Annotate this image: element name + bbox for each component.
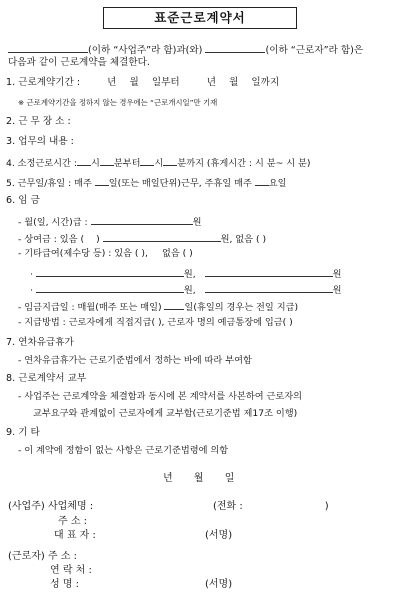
other-unit-1b: 원 [332, 269, 342, 280]
bonus-paren-close: ) [96, 234, 100, 245]
employer-company-row [8, 501, 93, 513]
employer-phone [213, 501, 329, 513]
employer-name-blank [8, 42, 88, 53]
item-workdays [6, 175, 287, 190]
hours-label: 4. 소정근로시간 : [6, 158, 77, 169]
other-allowance-none: 없음 ( ) [161, 248, 193, 259]
employee-contact: 연 락 처 : [50, 565, 92, 576]
date-day: 일 [224, 473, 235, 484]
intro-employee-text: (이하 “근로자”라 함)은 [265, 45, 364, 56]
employer-seal: (서명) [205, 530, 233, 541]
wage-pay-method: - 지급방법 : 근로자에게 직접지급( ), 근로자 명의 예금통장에 입금( ) [18, 317, 293, 328]
start-hour-blank [77, 155, 91, 166]
weekly-holiday-blank [255, 175, 269, 186]
employee-address-label: 주 소 : [47, 551, 78, 562]
employer-company-label: 사업체명 : [47, 501, 94, 512]
start-minute-blank [100, 155, 114, 166]
other-allowance-blank-2a [36, 282, 184, 293]
item-etc: 9. 기 타 [6, 427, 40, 438]
bonus-none: 없음 ( ) [235, 234, 267, 245]
workdays-mid-text: 일(또는 매일단위)근무, 주휴일 매주 [108, 178, 252, 189]
employee-seal: (서명) [205, 579, 233, 590]
other-allowance-row-1: · 원, 원 [30, 266, 341, 281]
end-minute-and-break: 분까지 (휴게시간 : 시 분~ 시 분) [177, 158, 311, 169]
item-working-hours [6, 155, 311, 170]
employer-address: 주 소 : [58, 516, 88, 527]
wage-bonus [18, 231, 266, 246]
etc-desc: - 이 계약에 정함이 없는 사항은 근로기준법령에 의함 [18, 445, 229, 456]
other-allowance-label: - 기타급여(제수당 등) : 있음 ( ), [18, 248, 148, 259]
period-day-start: 일부터 [151, 77, 180, 88]
item-contract-period [6, 77, 279, 89]
employee-role-label: (근로자) [8, 551, 45, 562]
item-annual-leave: 7. 연차유급휴가 [6, 337, 74, 348]
signing-date [163, 473, 234, 485]
wage-monthly [18, 214, 201, 229]
payday-blank [164, 299, 184, 310]
end-minute-blank [163, 155, 177, 166]
other-unit-1a: 원, [183, 269, 196, 280]
period-note: ※ 근로계약기간을 정하지 않는 경우에는 “근로개시일”만 기재 [18, 98, 218, 107]
other-unit-2b: 원 [332, 285, 342, 296]
monthly-wage-unit: 원 [192, 217, 202, 228]
period-month-start: 월 [129, 77, 139, 88]
monthly-wage-label: - 월(일, 시간)급 : [18, 217, 88, 228]
bonus-amount-blank [103, 231, 221, 242]
wage-other [18, 248, 193, 260]
period-label: 1. 근로계약기간 : [6, 77, 81, 88]
employer-representative: 대 표 자 : [54, 530, 96, 541]
date-year: 년 [163, 473, 173, 484]
wage-payday [18, 299, 298, 314]
monthly-wage-blank [91, 214, 193, 225]
other-allowance-row-2: · 원, 원 [30, 282, 341, 297]
workdays-count-blank [95, 175, 109, 186]
payday-end-text: 일(휴일의 경우는 전일 지급) [184, 302, 299, 313]
annual-leave-desc: - 연차유급휴가는 근로기준법에서 정하는 바에 따라 부여함 [18, 355, 252, 366]
other-allowance-blank-2b [205, 282, 333, 293]
bonus-label: - 상여금 : 있음 ( [18, 234, 85, 245]
end-hour-blank [140, 155, 154, 166]
other-allowance-blank-1b [205, 266, 333, 277]
start-minute-unit: 분부터 [113, 158, 141, 169]
document-title: 표준근로계약서 [103, 7, 297, 29]
workdays-label: 5. 근무일/휴일 : 매주 [6, 178, 92, 189]
bonus-unit: 원, [220, 234, 233, 245]
employee-address-row [8, 551, 77, 563]
delivery-desc-1: - 사업주는 근로계약을 체결함과 동시에 본 계약서를 사본하여 근로자의 [18, 391, 303, 402]
period-month-end: 월 [229, 77, 239, 88]
intro-line-2: 다음과 같이 근로계약을 체결한다. [8, 57, 150, 68]
item-duties: 3. 업무의 내용 : [6, 136, 74, 147]
intro-employer-text: (이하 “사업주”라 함)과(와) [88, 45, 203, 56]
item-workplace: 2. 근 무 장 소 : [6, 116, 71, 127]
end-hour-unit: 시 [154, 158, 164, 169]
other-allowance-blank-1a [36, 266, 184, 277]
item-contract-delivery: 8. 근로계약서 교부 [6, 373, 87, 384]
other-unit-2a: 원, [183, 285, 196, 296]
date-month: 월 [193, 473, 204, 484]
item-wage-label: 6. 임 금 [6, 195, 40, 206]
period-year-end: 년 [206, 77, 216, 88]
delivery-desc-2: 교부요구와 관계없이 근로자에게 교부함(근로기준법 제17조 이행) [33, 408, 298, 419]
period-year-start: 년 [107, 77, 117, 88]
employer-role-label: (사업주) [8, 501, 45, 512]
intro-line-1 [8, 42, 363, 57]
payday-label: - 임금지급일 : 매월(매주 또는 매일) [18, 302, 162, 313]
employee-name-blank [205, 42, 265, 53]
weekly-holiday-unit: 요일 [268, 178, 287, 189]
period-day-end: 일까지 [251, 77, 280, 88]
employer-phone-close: ) [324, 501, 329, 512]
start-hour-unit: 시 [90, 158, 100, 169]
employee-name: 성 명 : [50, 579, 80, 590]
employer-phone-label: (전화 : [213, 501, 243, 512]
